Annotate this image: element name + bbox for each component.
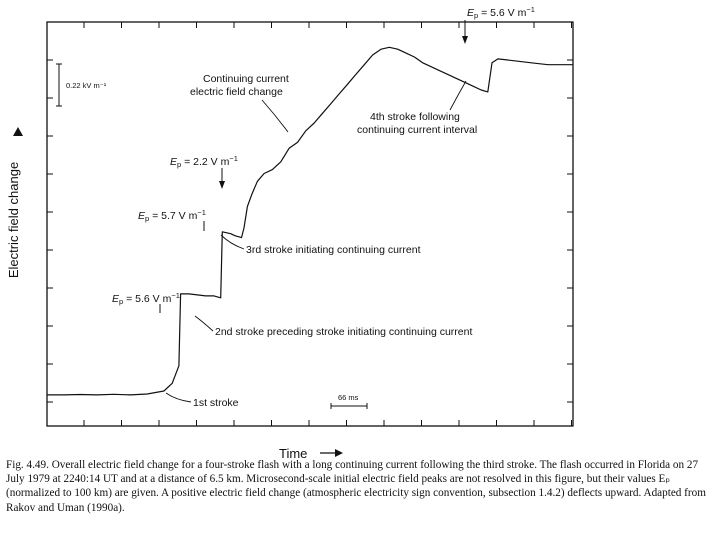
plot-frame: [47, 22, 573, 426]
y-axis-title: Electric field change: [6, 161, 21, 279]
svg-text:Ep = 5.6 V m−1: Ep = 5.6 V $m^{-1}$: [112, 291, 180, 306]
callout-stroke-4: [357, 81, 477, 136]
figure-caption: Fig. 4.49. Overall electric field change for a four-stroke flash with a long continuing current following the third stroke. The flash occurred in Florida on 27 July 1979 at 2240:14 UT and at a distance of 6.5 km. Microsecond-scale initial electric field peaks are not resolved in this figure, but their values Eₚ (normalized to 100 km) are given. A positive electric field change (atmospheric electricity sign convention, subsection 1.4.2) deflects upward. Adapted from Rakov and Uman (1990a).: [6, 459, 706, 514]
svg-text:1st stroke: 1st stroke: [193, 397, 239, 409]
time-scale-bar: [331, 393, 367, 409]
svg-text:electric field change: electric field change: [190, 86, 283, 98]
svg-text:continuing current interval: continuing current interval: [357, 124, 478, 136]
y-axis-title-group: [6, 127, 23, 278]
field-scale-bar: [56, 64, 107, 106]
x-axis-title: Time: [279, 446, 308, 461]
callout-stroke-2: [195, 316, 472, 338]
svg-text:4th stroke following: 4th stroke following: [370, 111, 460, 123]
peak-label-stroke-3: [138, 208, 206, 231]
svg-text:2nd stroke preceding stroke in: 2nd stroke preceding stroke initiating continuing current: [215, 326, 473, 338]
callout-stroke-1: [166, 393, 239, 409]
svg-text:Ep = 5.7 V m−1: Ep = 5.7 V $m^{-1}$: [138, 208, 206, 223]
svg-text:Continuing current: Continuing current: [203, 73, 289, 85]
peak-label-continuing: [170, 154, 238, 189]
svg-text:Ep = 5.6 V m−1: Ep = 5.6 V $m^{-1}$: [467, 5, 535, 20]
field-scale-label: 0.22 kV m⁻¹: [66, 81, 107, 90]
time-scale-label: 66 ms: [338, 393, 359, 402]
peak-label-stroke-1: [112, 291, 180, 313]
svg-text:Ep = 2.2 V m−1: Ep = 2.2 V $m^{-1}$: [170, 154, 238, 169]
frame-ticks: [47, 22, 573, 426]
peak-label-stroke-4: [462, 5, 535, 44]
callout-continuing-current: [190, 73, 289, 132]
field-change-trace: [47, 47, 573, 395]
callout-stroke-3: [221, 235, 421, 256]
svg-text:3rd stroke initiating continui: 3rd stroke initiating continuing current: [246, 244, 421, 256]
